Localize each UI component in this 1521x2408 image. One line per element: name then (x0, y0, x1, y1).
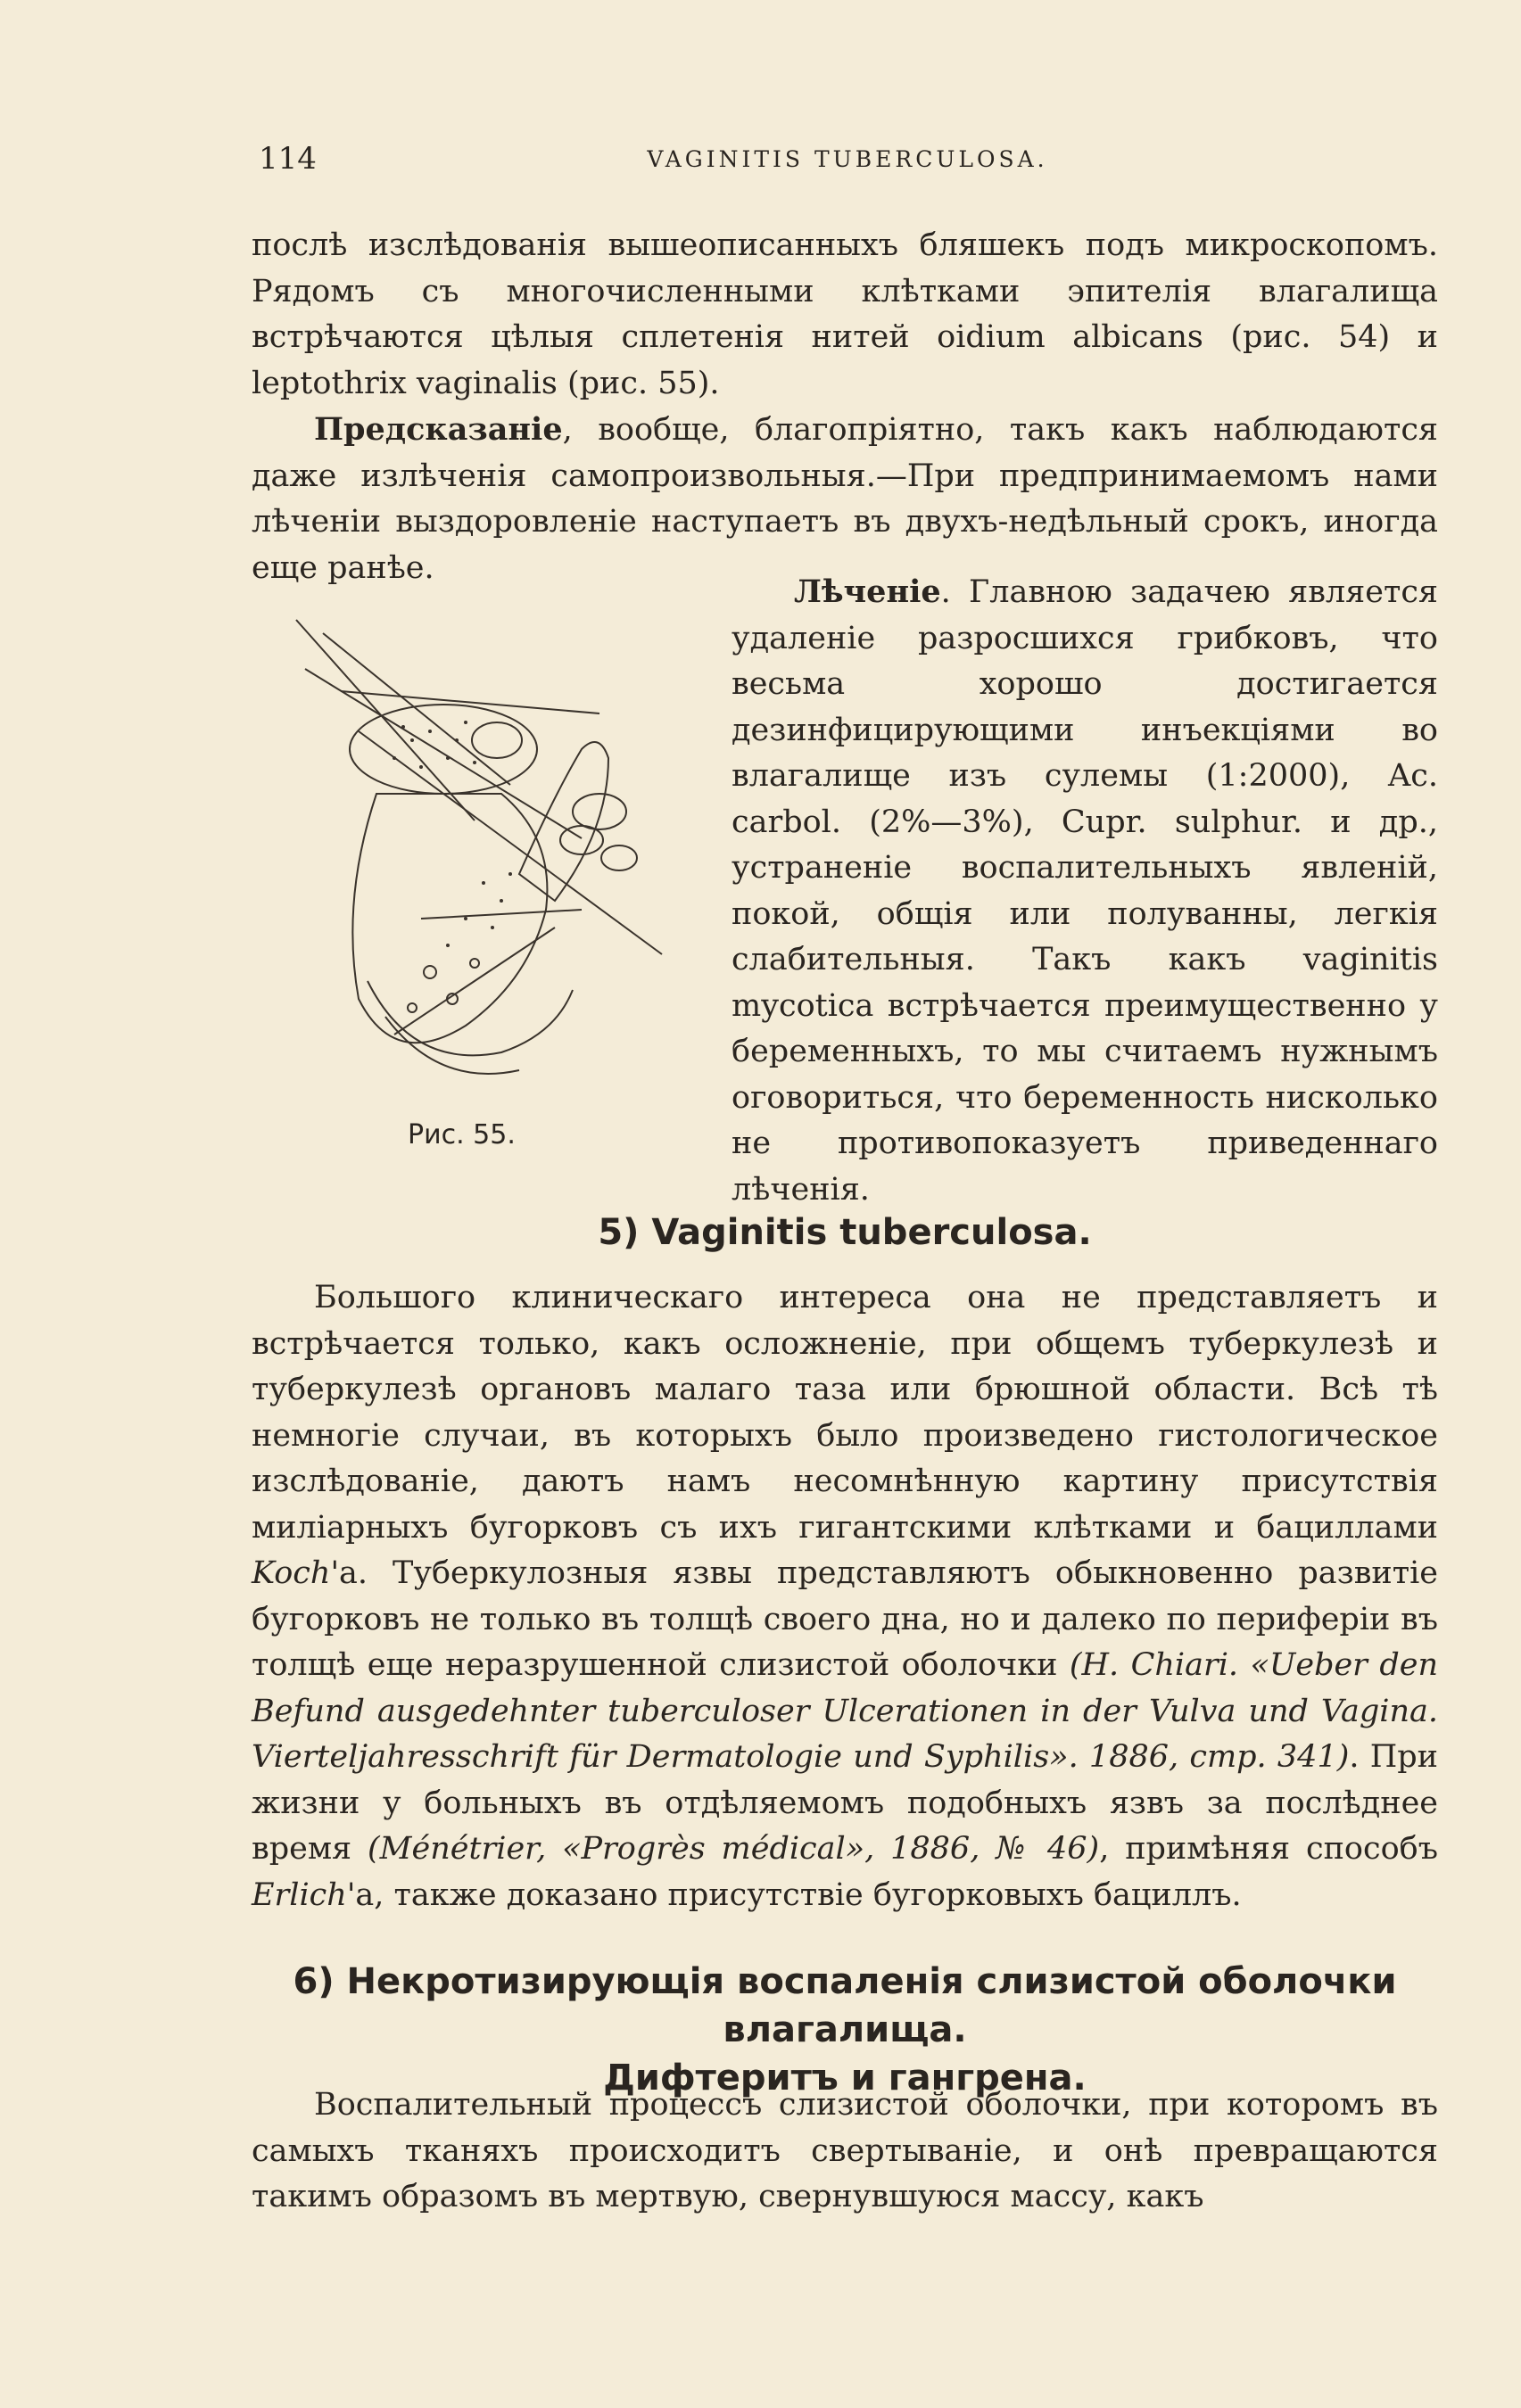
section-heading-5: 5) Vaginitis tuberculosa. (598, 1212, 1092, 1253)
necrotic-text-block (252, 2082, 1438, 2221)
figure-55 (252, 606, 698, 1159)
paragraph-treatment (732, 569, 1438, 1213)
tuberculosa-text-2: 'a. Туберкулозныя язвы представляютъ обыкновенно развитіе бугорковъ не только въ толщѣ своего дна, но и далеко по периферіи въ толщѣ еще неразрушенной слизистой оболочки (252, 1555, 1438, 1683)
term-prognosis: Предсказаніе (314, 411, 563, 448)
tuberculosa-text-1: Большого клиническаго интереса она не представляетъ и встрѣчается только, какъ осложненіе, при общемъ туберкулезѣ и туберкулезѣ органовъ малаго таза или брюшной области. Всѣ тѣ немногіе случаи, въ которыхъ было произведено гистологическое изслѣдованіе, даютъ намъ несомнѣнную картину присутствія миліарныхъ бугорковъ съ ихъ гигантскими клѣтками и бациллами (252, 1280, 1438, 1546)
tuberculosa-text-3: . При жизни у больныхъ въ отдѣляемомъ подобныхъ язвъ за послѣднее время (252, 1739, 1438, 1867)
author-koch: Koch (252, 1555, 331, 1591)
running-title: VAGINITIS TUBERCULOSA. (647, 146, 1048, 172)
paragraph-tuberculosa (252, 1275, 1438, 1918)
paragraph-prognosis (252, 407, 1438, 591)
treatment-text-block (732, 569, 1438, 1213)
tuberculosa-text-block (252, 1275, 1438, 1918)
tuberculosa-text-4: , примѣняя способъ (1099, 1831, 1438, 1867)
citation-menetrier: (Ménétrier, «Progrès médical», 1886, № 46) (368, 1831, 1100, 1867)
figure-caption: Рис. 55. (408, 1119, 516, 1150)
section-heading-6-line-1: 6) Некротизирующія воспаленія слизистой оболочки влагалища. (293, 1961, 1397, 2050)
treatment-text: . Главною задачею является удаленіе разросшихся грибковъ, что весьма хорошо достигается дезинфицирующими инъекціями во влагалище изъ сулемы (1:2000), Ac. carbol. (2%—3%), Cupr. sulphur. и др., устраненіе воспалительныхъ явленій, покой, общія или полуванны, легкія слабительныя. Такъ какъ vaginitis mycotica встрѣчается преимущественно у беременныхъ, то мы считаемъ нужнымъ оговориться, что беременность нисколько не противопоказуетъ приведеннаго лѣченія. (732, 574, 1438, 1208)
term-treatment: Лѣченіе (794, 573, 941, 610)
author-erlich: Erlich (252, 1876, 347, 1913)
tuberculosa-text-5: 'a, также доказано присутствіе бугорковыхъ бациллъ. (346, 1876, 1242, 1913)
intro-text-block (252, 223, 1438, 591)
prognosis-text: , вообще, благопріятно, такъ какъ наблюдаются даже излѣченія самопроизвольныя.—При предпринимаемомъ нами лѣченіи выздоровленіе наступаетъ въ двухъ-недѣльный срокъ, иногда еще ранѣе. (252, 412, 1438, 586)
page-header (259, 141, 1436, 186)
citation-chiari: (H. Chiari. «Ueber den Befund ausgedehnter tuberculoser Ulcerationen in der Vulva und Vagina. Vierteljahresschrift für Dermatologie und Syphilis». 1886, стр. 341) (252, 1647, 1438, 1775)
paragraph-necrotic: Воспалительный процессъ слизистой оболочки, при которомъ въ самыхъ тканяхъ происходитъ свертываніе, и онѣ превращаются такимъ образомъ въ мертвую, свернувшуюся массу, какъ (252, 2087, 1438, 2214)
section-heading-6-line-2: Дифтеритъ и гангрена. (603, 2058, 1087, 2099)
section-heading-6 (252, 1958, 1438, 2102)
page-number: 114 (259, 141, 317, 177)
leptothrix-illustration (287, 606, 680, 1106)
paragraph-microscopy: послѣ изслѣдованія вышеописанныхъ бляшекъ подъ микроскопомъ. Рядомъ съ многочисленными клѣтками эпителія влагалища встрѣчаются цѣлыя сплетенія нитей oidium albicans (рис. 54) и leptothrix vaginalis (рис. 55). (252, 227, 1438, 401)
